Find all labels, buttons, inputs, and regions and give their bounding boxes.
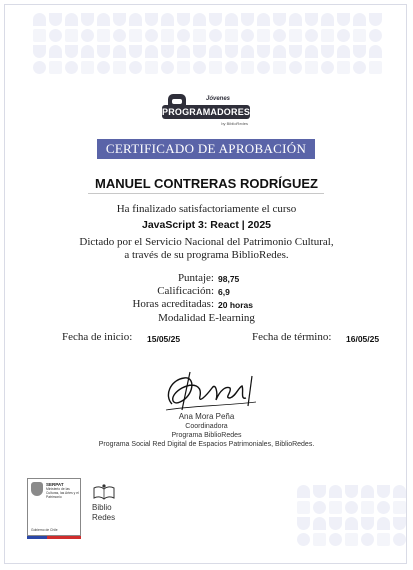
stat-label: Calificación: (157, 285, 214, 297)
pattern-shape (313, 485, 326, 498)
logo-top-text: Jóvenes (206, 96, 231, 102)
pattern-shape (337, 13, 350, 26)
stat-row-puntaje (0, 272, 413, 284)
pattern-shape (97, 45, 110, 58)
modalidad-text: Modalidad E-learning (158, 312, 255, 324)
certificate-banner: CERTIFICADO DE APROBACIÓN (97, 139, 315, 159)
pattern-shape (65, 45, 78, 58)
pattern-shape (161, 29, 174, 42)
pattern-shape (81, 29, 94, 42)
pattern-shape (321, 61, 334, 74)
pattern-shape (129, 45, 142, 58)
bottom-decorative-pattern (297, 485, 406, 546)
pattern-shape (273, 29, 286, 42)
recipient-name: MANUEL CONTRERAS RODRÍGUEZ (95, 176, 318, 191)
pattern-shape (297, 517, 310, 530)
pattern-shape (297, 533, 310, 546)
pattern-shape (193, 29, 206, 42)
pattern-shape (209, 13, 222, 26)
open-book-icon (93, 484, 115, 500)
pattern-shape (345, 501, 358, 514)
pattern-shape (273, 13, 286, 26)
pattern-shape (161, 13, 174, 26)
pattern-shape (305, 13, 318, 26)
pattern-shape (193, 45, 206, 58)
pattern-shape (129, 29, 142, 42)
pattern-shape (353, 45, 366, 58)
course-title: JavaScript 3: React | 2025 (141, 219, 271, 231)
pattern-shape (177, 29, 190, 42)
pattern-shape (97, 13, 110, 26)
intro-text: Ha finalizado satisfactoriamente el curso (116, 203, 297, 215)
pattern-shape (145, 13, 158, 26)
pattern-shape (241, 29, 254, 42)
pattern-shape (273, 61, 286, 74)
stat-value: 98,75 (218, 274, 240, 284)
pattern-shape (145, 29, 158, 42)
serpat-subtitle: Ministerio de las Culturas, las Artes y el Patrimonio (46, 487, 79, 499)
pattern-shape (377, 517, 390, 530)
pattern-shape (145, 45, 158, 58)
pattern-shape (377, 485, 390, 498)
pattern-shape (97, 61, 110, 74)
pattern-shape (33, 61, 46, 74)
pattern-shape (81, 61, 94, 74)
pattern-shape (305, 45, 318, 58)
pattern-shape (353, 13, 366, 26)
pattern-shape (193, 61, 206, 74)
pattern-shape (377, 501, 390, 514)
pattern-shape (305, 61, 318, 74)
pattern-shape (369, 61, 382, 74)
pattern-shape (177, 13, 190, 26)
pattern-shape (177, 45, 190, 58)
pattern-shape (321, 29, 334, 42)
pattern-shape (113, 13, 126, 26)
pattern-shape (369, 45, 382, 58)
stat-label: Puntaje: (177, 272, 214, 284)
pattern-shape (49, 45, 62, 58)
pattern-shape (257, 61, 270, 74)
pattern-shape (209, 45, 222, 58)
pattern-shape (129, 61, 142, 74)
stat-value: 6,9 (218, 287, 230, 297)
pattern-shape (49, 61, 62, 74)
pattern-shape (49, 29, 62, 42)
pattern-shape (393, 517, 406, 530)
stat-label: Horas acreditadas: (132, 298, 214, 310)
start-date-label: Fecha de inicio: (62, 331, 133, 343)
pattern-shape (377, 533, 390, 546)
pattern-shape (241, 45, 254, 58)
stat-row-calificacion (0, 285, 413, 297)
pattern-shape (393, 533, 406, 546)
pattern-shape (209, 29, 222, 42)
pattern-shape (329, 533, 342, 546)
pattern-shape (161, 61, 174, 74)
pattern-shape (33, 29, 46, 42)
signatory-organization: Programa Social Red Digital de Espacios Patrimoniales, BiblioRedes. (98, 441, 315, 448)
pattern-shape (313, 517, 326, 530)
pattern-shape (49, 13, 62, 26)
pattern-shape (361, 517, 374, 530)
pattern-shape (329, 501, 342, 514)
pattern-shape (329, 485, 342, 498)
pattern-shape (337, 29, 350, 42)
signature-image (160, 366, 260, 416)
pattern-shape (337, 45, 350, 58)
pattern-shape (313, 533, 326, 546)
pattern-shape (361, 533, 374, 546)
pattern-shape (33, 13, 46, 26)
pattern-shape (393, 501, 406, 514)
pattern-shape (393, 485, 406, 498)
pattern-shape (353, 29, 366, 42)
pattern-shape (329, 517, 342, 530)
flag-stripe-blue (27, 536, 47, 539)
name-divider (88, 193, 324, 194)
pattern-shape (225, 61, 238, 74)
pattern-shape (241, 61, 254, 74)
gobierno-text: Gobierno de Chile (31, 528, 58, 532)
top-decorative-pattern (33, 13, 382, 74)
pattern-shape (337, 61, 350, 74)
coat-of-arms-icon (31, 482, 43, 496)
pattern-shape (225, 45, 238, 58)
signatory-name: Ana Mora Peña (178, 412, 235, 421)
pattern-shape (225, 13, 238, 26)
pattern-shape (305, 29, 318, 42)
pattern-shape (225, 29, 238, 42)
pattern-shape (257, 29, 270, 42)
stat-row-horas (0, 298, 413, 310)
pattern-shape (161, 45, 174, 58)
pattern-shape (209, 61, 222, 74)
pattern-shape (289, 13, 302, 26)
pattern-shape (65, 61, 78, 74)
pattern-shape (113, 29, 126, 42)
pattern-shape (361, 501, 374, 514)
pattern-shape (345, 533, 358, 546)
pattern-shape (145, 61, 158, 74)
flag-stripe-red (47, 536, 81, 539)
pattern-shape (257, 45, 270, 58)
start-date-value: 15/05/25 (147, 334, 181, 344)
logo-tag-text: by BiblioRedes (221, 121, 248, 126)
jovenes-programadores-logo (162, 94, 250, 130)
serpat-title: SERPAT (46, 482, 64, 487)
pattern-shape (289, 29, 302, 42)
pattern-shape (353, 61, 366, 74)
pattern-shape (361, 485, 374, 498)
serpat-logo (27, 478, 81, 536)
dictado-line-2: a través de su programa BiblioRedes. (124, 249, 289, 261)
pattern-shape (33, 45, 46, 58)
pattern-shape (321, 13, 334, 26)
pattern-shape (81, 45, 94, 58)
pattern-shape (289, 45, 302, 58)
pattern-shape (321, 45, 334, 58)
pattern-shape (113, 45, 126, 58)
dictado-line-1: Dictado por el Servicio Nacional del Patrimonio Cultural, (79, 236, 334, 248)
pattern-shape (241, 13, 254, 26)
pattern-shape (65, 13, 78, 26)
pattern-shape (369, 13, 382, 26)
pattern-shape (297, 485, 310, 498)
signatory-role: Coordinadora (185, 423, 228, 430)
biblioredes-logo (90, 484, 120, 526)
pattern-shape (345, 517, 358, 530)
signatory-program: Programa BiblioRedes (171, 432, 242, 439)
end-date-label: Fecha de término: (252, 331, 332, 343)
pattern-shape (289, 61, 302, 74)
pattern-shape (257, 13, 270, 26)
pattern-shape (81, 13, 94, 26)
pattern-shape (273, 45, 286, 58)
pattern-shape (97, 29, 110, 42)
redes-text: Redes (92, 513, 116, 522)
pattern-shape (297, 501, 310, 514)
pattern-shape (129, 13, 142, 26)
pattern-shape (177, 61, 190, 74)
biblio-text: Biblio (92, 503, 112, 512)
stat-value: 20 horas (218, 300, 253, 310)
pattern-shape (65, 29, 78, 42)
end-date-value: 16/05/25 (346, 334, 380, 344)
pattern-shape (193, 13, 206, 26)
pattern-shape (369, 29, 382, 42)
pattern-shape (313, 501, 326, 514)
pattern-shape (113, 61, 126, 74)
logo-main-text: PROGRAMADORES (162, 107, 251, 117)
pattern-shape (345, 485, 358, 498)
